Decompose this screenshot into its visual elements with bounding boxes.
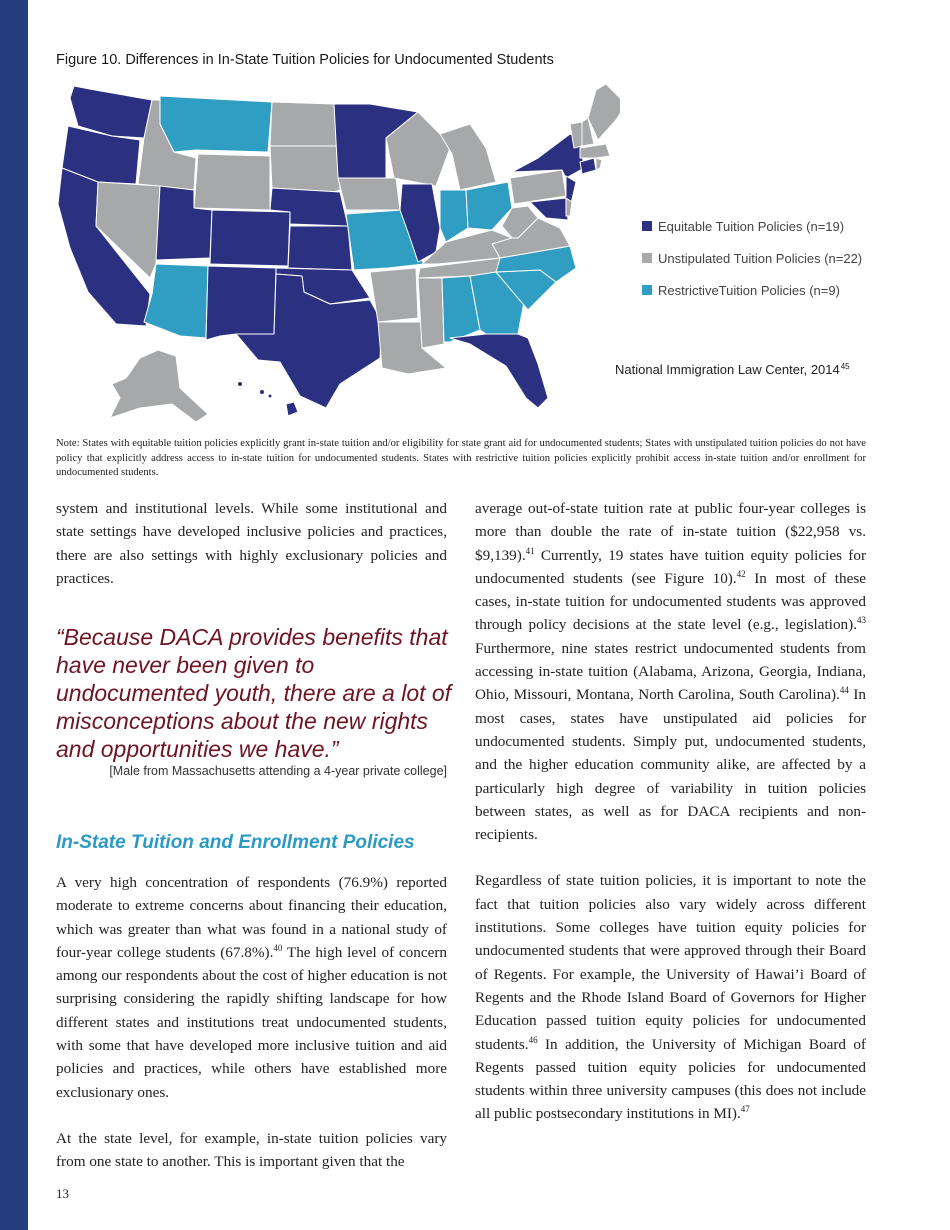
legend-item-unstipulated (642, 242, 862, 274)
footnote-ref: 46 (528, 1034, 538, 1045)
us-states-map (40, 78, 620, 428)
state-michigan (440, 124, 496, 190)
figure-source (615, 362, 850, 377)
legend-label-restrictive: RestrictiveTuition Policies (n=9) (658, 282, 840, 298)
paragraph (56, 871, 447, 1104)
section-heading: In-State Tuition and Enrollment Policies (56, 832, 415, 853)
state-alaska (110, 350, 208, 422)
legend-swatch-equitable (642, 221, 652, 231)
state-arkansas (370, 268, 418, 322)
state-hawaii (238, 382, 299, 417)
text-run: Regardless of state tuition policies, it is important to note the fact that tuition policies also vary widely across different institutions. Some colleges have tuition equity policies for undocumented students that were approved through their Board of Regents. For example, the University of Hawai’i Board of Regents and the Rhode Island Board of Governors for Higher Education passed tuition equity policies for undocumented students. (475, 872, 866, 1053)
footnote-ref: 43 (857, 615, 866, 626)
text-run: The high level of concern among our respondents about the cost of higher education is not surprising considering the rapidly shifting landscape for how different states and institutions treat undocumented students, with some that have developed more inclusive tuition and aid policies and practices, while others have established more exclusionary ones. (56, 943, 447, 1101)
text-run: In most cases, states have unstipulated aid policies for undocumented students. Simply put, undocumented students, and the higher education community alike, are affected by a particularly high degree of variability in tuition policies between states, as well as for DACA recipients and non-recipients. (475, 686, 867, 844)
figure-note: Note: States with equitable tuition policies explicitly grant in-state tuition and/or eligibility for state grant aid for undocumented students; States with unstipulated tuition policies do not have policy that explicitly address access to in-state tuition for undocumented students. States with restrictive tuition policies explicitly prohibit access in-state tuition and/or enrollment for undocumented students. (56, 438, 866, 478)
legend-item-restrictive (642, 274, 862, 306)
page-number: 13 (56, 1186, 69, 1201)
text-run: A very high concentration of respondents (76.9%) reported moderate to extreme concerns about financing their education, which was greater than what was found in a national study of four-year college students (67.8%). (56, 874, 447, 961)
legend-item-equitable (642, 210, 862, 242)
state-colorado (210, 210, 290, 266)
left-column-top (56, 497, 447, 590)
state-south-dakota (270, 146, 340, 192)
legend-label-unstipulated: Unstipulated Tuition Policies (n=22) (658, 250, 863, 266)
pull-quote: “Because DACA provides benefits that have never been given to undocumented youth, there are a lot of misconceptions about the new rights and opportunities we have.” (56, 624, 452, 762)
text-run: Currently, 19 states have tuition equity policies for undocumented students (see Figure 10). (475, 546, 866, 587)
paragraph (475, 497, 866, 846)
state-wyoming (194, 154, 270, 210)
footnote-ref: 40 (273, 942, 283, 953)
paragraph (475, 869, 866, 1125)
state-new-mexico (206, 266, 276, 340)
footnote-ref: 42 (736, 568, 746, 579)
state-maine (588, 84, 620, 140)
sidebar-color-bar (0, 0, 28, 1230)
figure-title: Figure 10. Differences in In-State Tuition Policies for Undocumented Students (56, 52, 554, 68)
paragraph: At the state level, for example, in-state tuition policies vary from one state to another. This is important given that the (56, 1129, 447, 1171)
state-rhode-island (596, 158, 602, 170)
state-mississippi (418, 278, 444, 348)
state-arizona (144, 264, 208, 338)
figure-source-text: National Immigration Law Center, 2014 (615, 362, 840, 377)
footnote-ref: 47 (740, 1104, 750, 1115)
legend-swatch-restrictive (642, 285, 652, 295)
paragraph: system and institutional levels. While some institutional and state settings have developed inclusive policies and practices, there are also settings with highly exclusionary policies and practices. (56, 500, 447, 587)
legend-swatch-unstipulated (642, 253, 652, 263)
footnote-ref: 41 (525, 545, 535, 556)
state-kansas (288, 226, 352, 270)
state-north-dakota (270, 102, 338, 146)
state-indiana (440, 190, 468, 242)
state-massachusetts (580, 144, 610, 158)
text-run: Furthermore, nine states restrict undocumented students from accessing in-state tuition (Alabama, Arizona, Georgia, Indiana, Ohio, Missouri, Montana, North Carolina, South Carolina). (475, 639, 866, 704)
text-run: average out-of-state tuition rate at public four-year colleges is more than double the rate of in-state tuition ($22,958 vs. $9,139). (475, 500, 866, 564)
state-iowa (338, 178, 400, 210)
state-florida (450, 334, 548, 408)
left-column-body (56, 871, 447, 1174)
text-run: In most of these cases, in-state tuition for undocumented students was approved through policy decisions at the state level (e.g., legislation). (475, 569, 867, 634)
legend-label-equitable: Equitable Tuition Policies (n=19) (658, 218, 845, 234)
state-montana (160, 96, 272, 152)
footnote-ref: 44 (839, 685, 849, 696)
footnote-ref: 45 (840, 362, 850, 371)
quote-attribution: [Male from Massachusetts attending a 4-year private college] (109, 764, 447, 778)
text-run: In addition, the University of Michigan Board of Regents passed tuition equity policies for undocumented students within three university campuses (this does not include all public postsecondary institutions in MI). (475, 1035, 866, 1123)
right-column-body (475, 497, 866, 1126)
map-legend (642, 210, 862, 306)
